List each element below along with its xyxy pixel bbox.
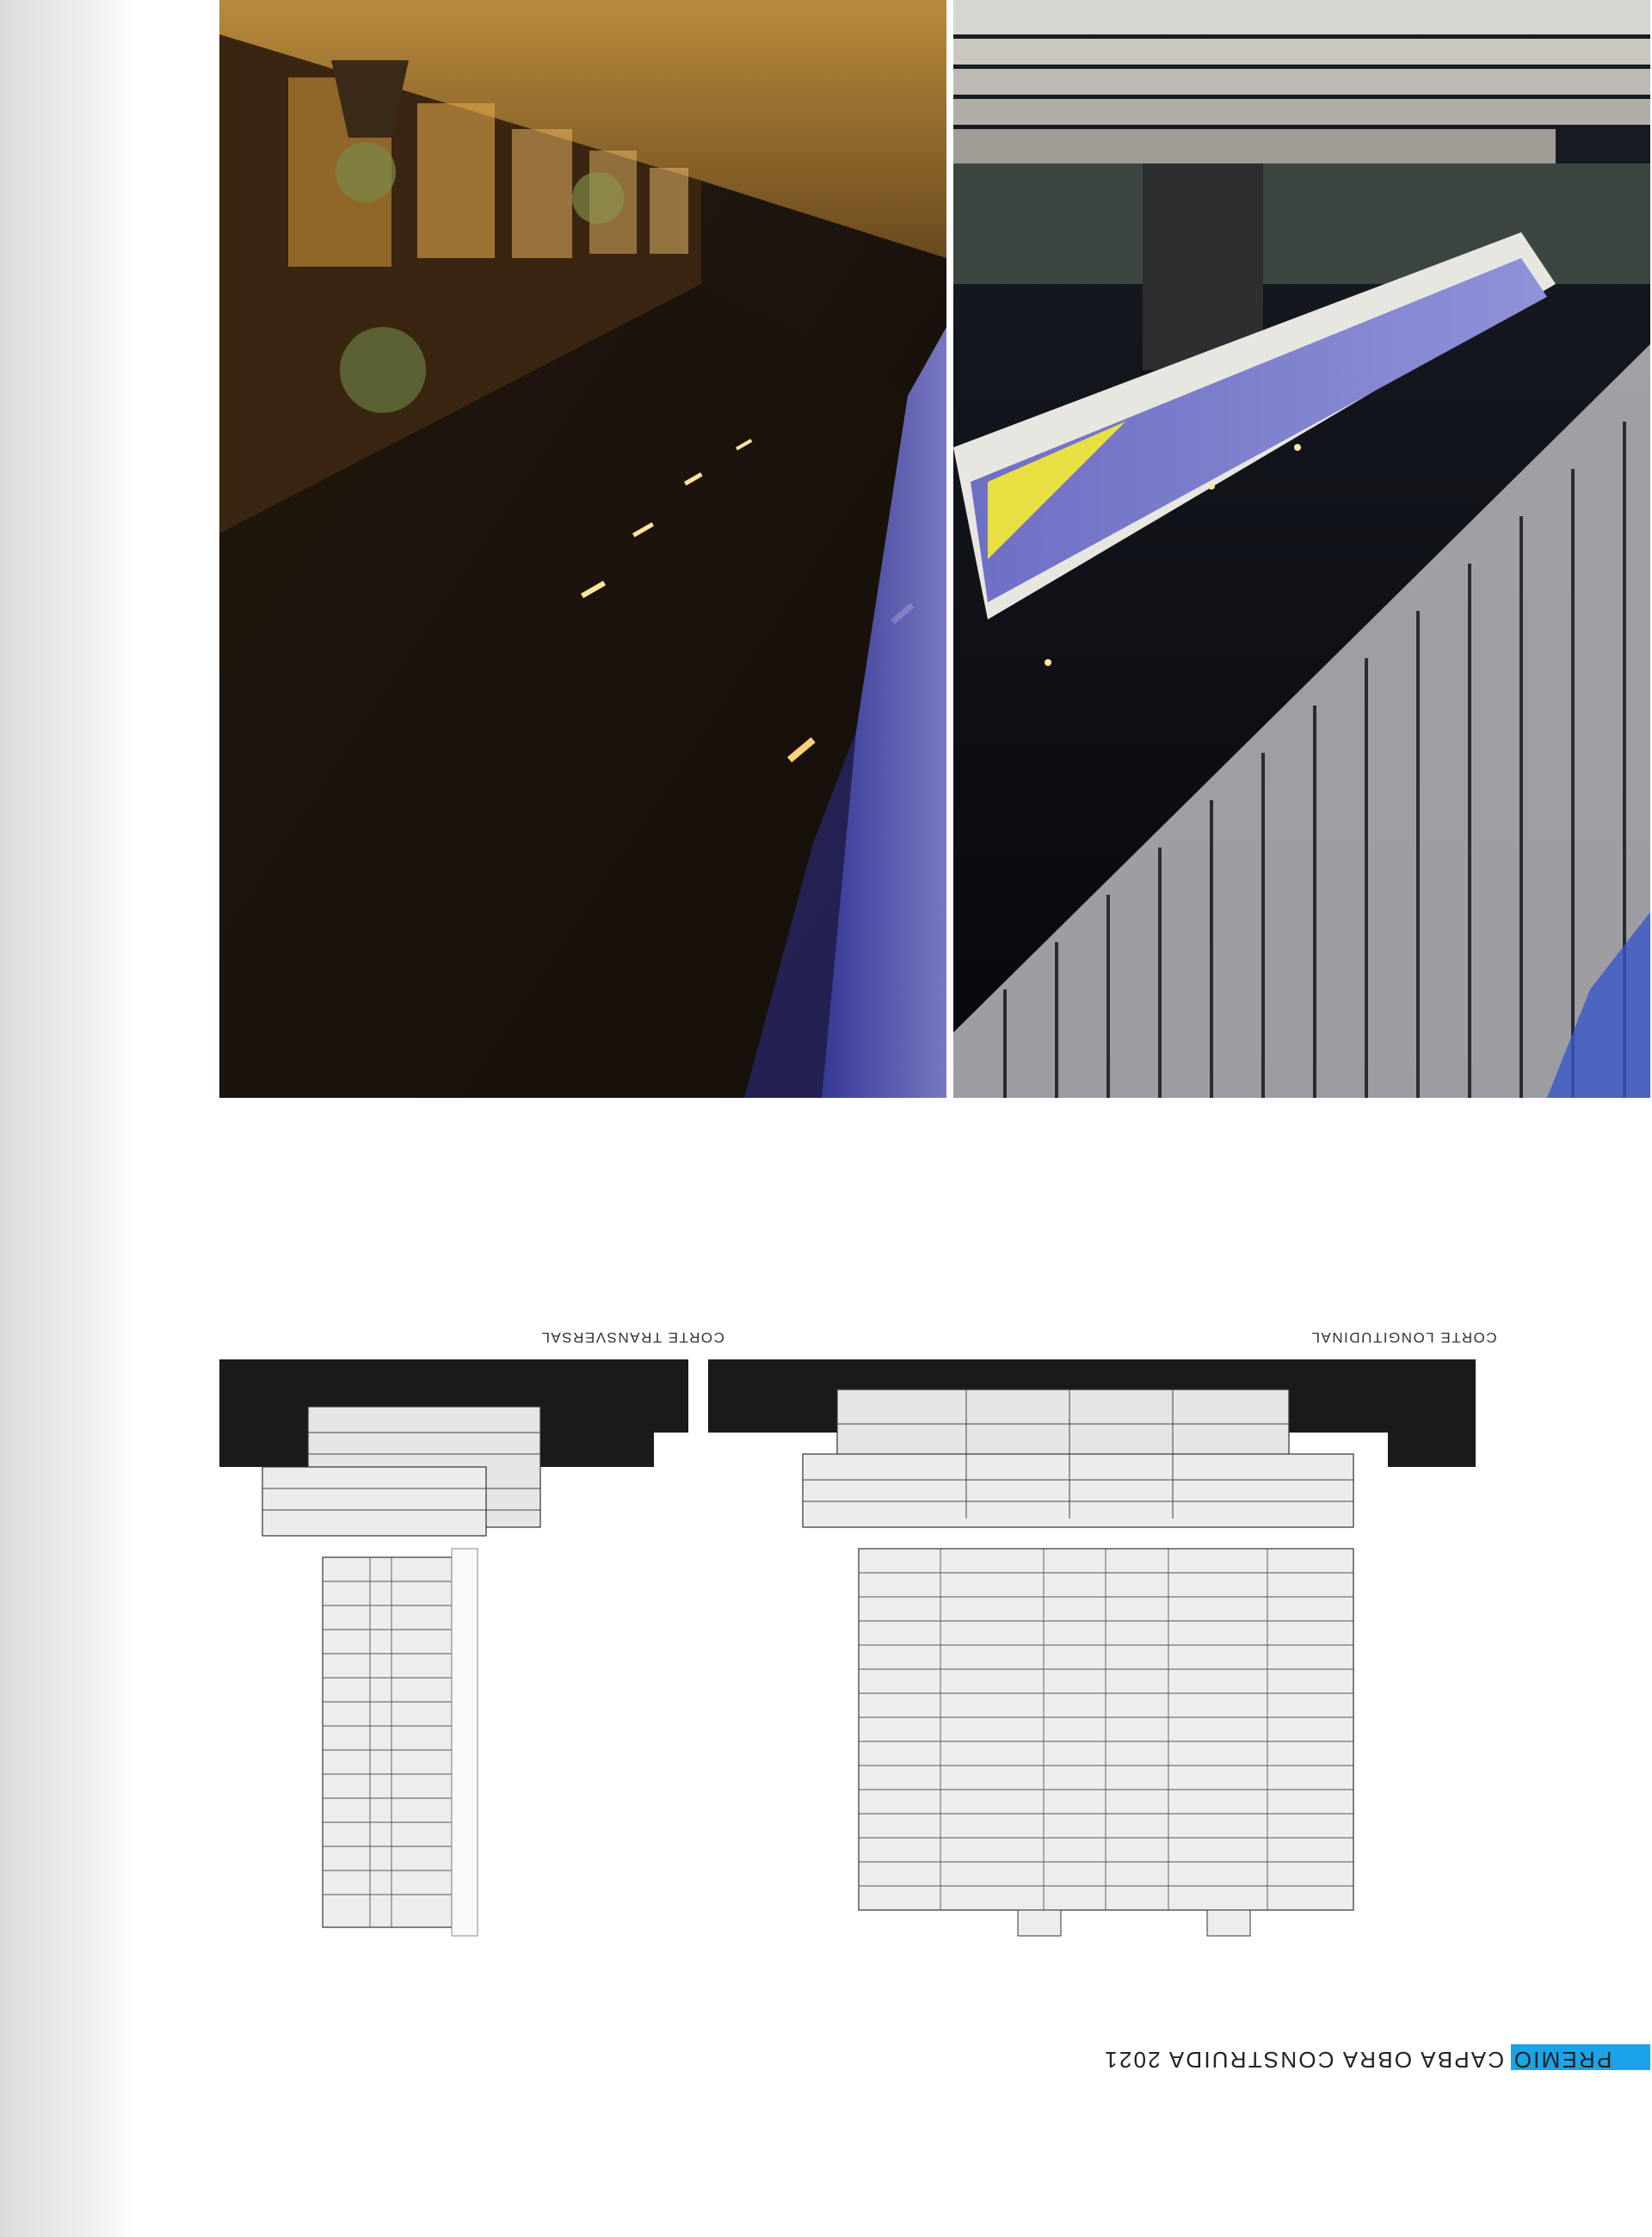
signage-atrium-photo <box>953 0 1650 1098</box>
caption-corte-transversal: CORTE TRANSVERSAL <box>540 1329 724 1346</box>
page-binding-gutter <box>0 0 138 2237</box>
longitudinal-section-drawing <box>708 1359 1476 1944</box>
night-interior-photo <box>219 0 946 1098</box>
caption-corte-longitudinal: CORTE LONGITUDINAL <box>1310 1329 1497 1346</box>
footer-title: PREMIO CAPBA OBRA CONSTRUIDA 2021 <box>1103 2047 1612 2073</box>
transversal-section-drawing <box>219 1359 688 1944</box>
